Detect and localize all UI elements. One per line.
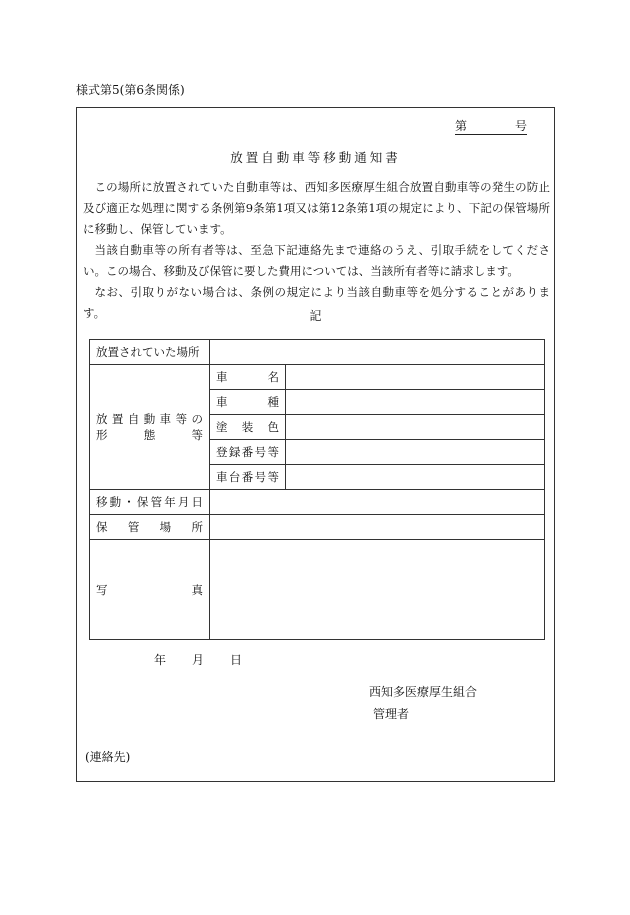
place-label: 放置されていた場所 (90, 340, 210, 365)
registration-number-value (286, 440, 545, 465)
table-row (90, 515, 545, 540)
form-group-label (90, 365, 210, 490)
document-number-suffix: 号 (514, 119, 527, 133)
body-paragraph-1: この場所に放置されていた自動車等は、西知多医療厚生組合放置自動車等の発生の防止及び適正な処理に関する条例第9条第1項又は第12条第1項の規定により、下記の保管場所に移動し、保管しています。 (83, 180, 550, 236)
paint-color-label: 塗装色 (210, 415, 286, 440)
organization-name: 西知多医療厚生組合 (369, 685, 478, 699)
date-year: 年 (154, 653, 167, 667)
storage-place-label: 保管場所 (90, 515, 210, 540)
document-title: 放置自動車等移動通知書 (230, 150, 401, 165)
administrator-label: 管理者 (373, 707, 410, 721)
details-table (89, 339, 545, 640)
storage-place-value (210, 515, 545, 540)
form-group-label-line2: 形態等 (96, 428, 203, 442)
car-type-label: 車種 (210, 390, 286, 415)
registration-number-label: 登録番号等 (210, 440, 286, 465)
form-label: 様式第5(第6条関係) (76, 83, 185, 97)
body-paragraph-2: 当該自動車等の所有者等は、至急下記連絡先まで連絡のうえ、引取手続をしてください。この場合、移動及び保管に要した費用については、当該所有者等に請求します。 (83, 243, 550, 278)
notice-body (83, 177, 550, 324)
ki-heading: 記 (309, 309, 322, 323)
place-value (210, 340, 545, 365)
car-type-value (286, 390, 545, 415)
move-date-label: 移動・保管年月日 (90, 490, 210, 515)
chassis-number-label: 車台番号等 (210, 465, 286, 490)
photo-area (210, 540, 545, 640)
paint-color-value (286, 415, 545, 440)
document-number (455, 117, 527, 135)
table-row (90, 365, 545, 390)
body-paragraph-3: なお、引取りがない場合は、条例の規定により当該自動車等を処分することがあります。 (83, 285, 550, 320)
table-row (90, 340, 545, 365)
chassis-number-value (286, 465, 545, 490)
table-row (90, 490, 545, 515)
table-row (90, 540, 545, 640)
document-number-prefix: 第 (455, 119, 468, 133)
notice-frame (76, 107, 555, 782)
date-day: 日 (230, 653, 243, 667)
move-date-value (210, 490, 545, 515)
form-group-label-line1: 放置自動車等の (96, 412, 203, 426)
contact-label: (連絡先) (85, 750, 131, 764)
photo-label: 写真 (90, 540, 210, 640)
car-name-label: 車名 (210, 365, 286, 390)
date-month: 月 (192, 653, 205, 667)
car-name-value (286, 365, 545, 390)
date-line (154, 651, 242, 668)
